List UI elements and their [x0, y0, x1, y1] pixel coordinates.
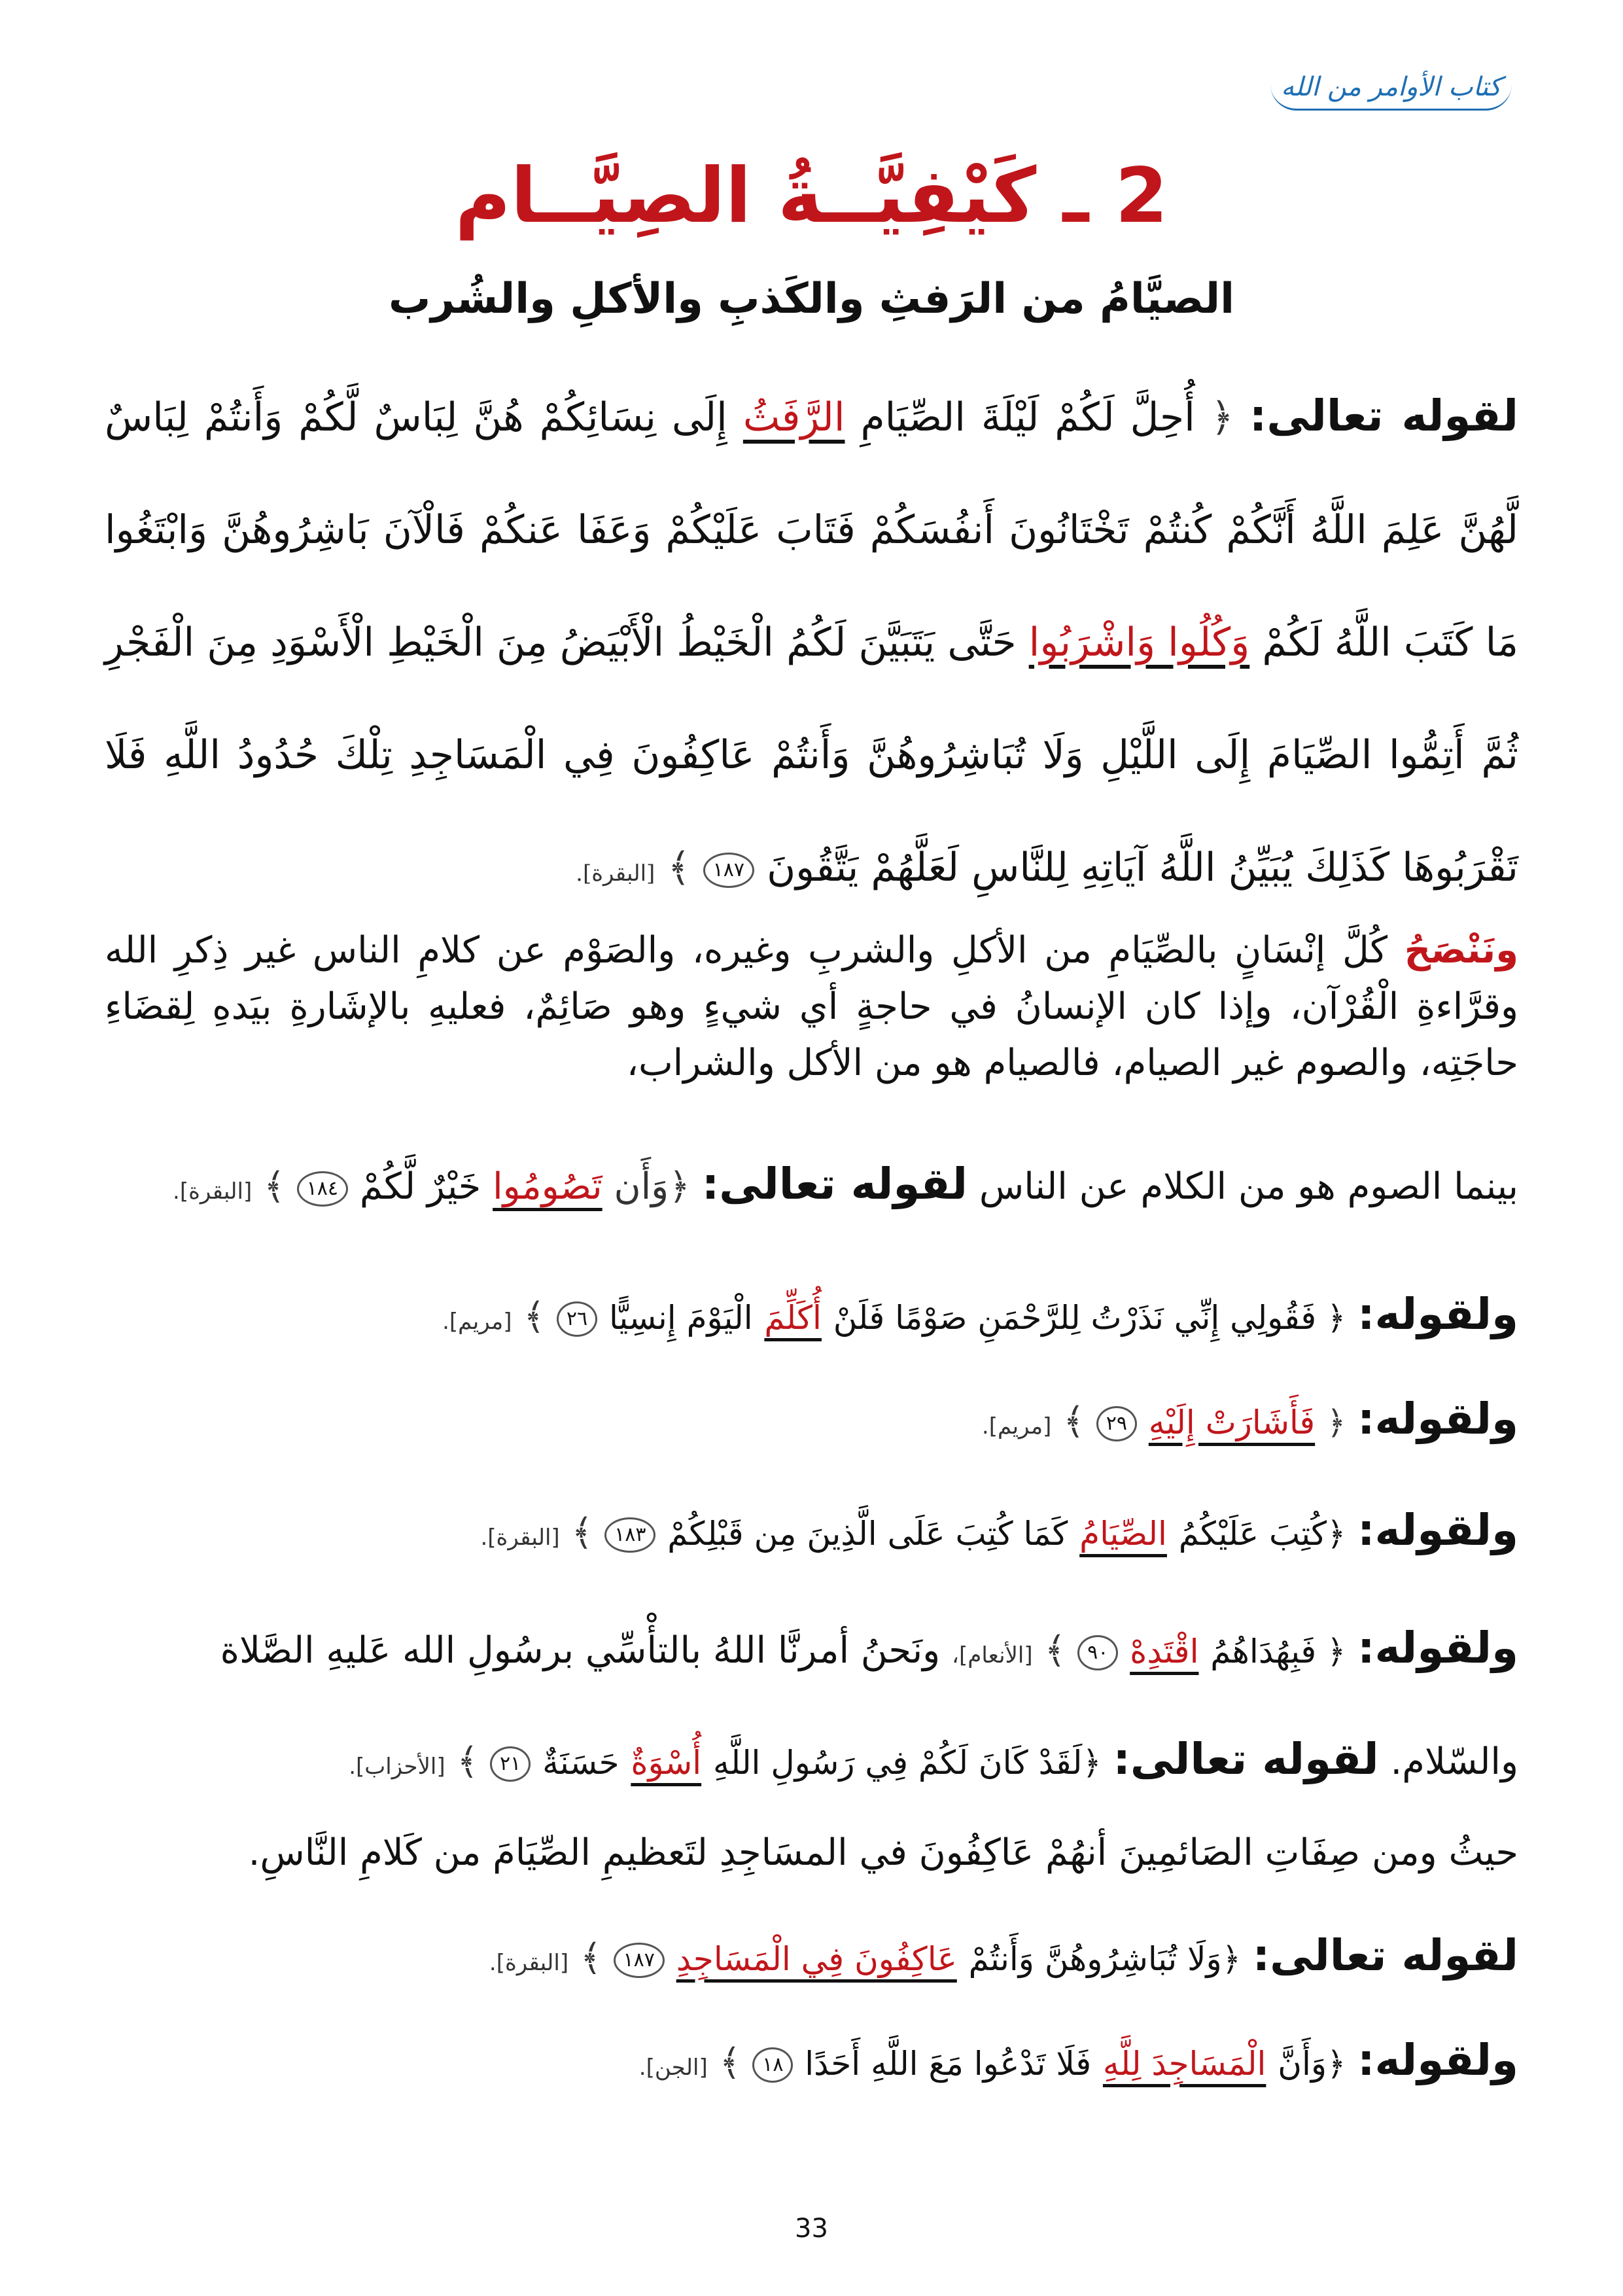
verse-anam-90 [105, 1623, 1518, 1673]
verse-text-part: ﴿لَقَدْ كَانَ لَكُمْ فِي رَسُولِ اللَّهِ [712, 1744, 1102, 1782]
ayah-number: ١٨٣ [604, 1517, 655, 1553]
surah-reference: [الأنعام]، [952, 1642, 1033, 1669]
ayah-number: ١٨٤ [297, 1171, 348, 1207]
verse-jinn-18 [105, 2035, 1518, 2085]
verse-text-part: ﴿كُتِبَ عَلَيْكُمُ [1178, 1515, 1346, 1553]
surah-reference: [البقرة]. [576, 860, 655, 887]
page [105, 0, 1518, 2296]
verse-text-part: حَتَّى يَتَبَيَّنَ لَكُمُ الْخَيْطُ الْأَبْيَضُ مِنَ الْخَيْطِ الْأَسْوَدِ مِنَ الْفَجْرِ ثُمَّ أَتِمُّوا الصِّيَامَ إِلَى اللَّيْلِ وَلَا تُبَاشِرُوهُنَّ وَأَنتُمْ عَاكِفُونَ فِي الْمَسَاجِدِ تِلْكَ حُدُودُ اللَّهِ فَلَا تَقْرَبُوهَا كَذَلِكَ يُبَيِّنُ اللَّهُ آيَاتِهِ لِلنَّاسِ لَعَلَّهُمْ يَتَّقُونَ [105, 620, 1518, 891]
surah-reference: [البقرة]. [480, 1525, 560, 1551]
verse-maryam-29 [105, 1394, 1518, 1444]
ayah-number: ٢٦ [557, 1301, 597, 1337]
verse-close-bracket: ﴾ [667, 845, 691, 891]
chapter-title-text: كَيْفِيَّــةُ الصِيَّــام [455, 152, 1037, 240]
advice-last-line [105, 1152, 1518, 1224]
verse-lead: لقوله تعالى: [1249, 391, 1519, 441]
verse-lead: ولقوله: [1357, 1394, 1518, 1444]
verse-lead: لقوله تعالى: [1113, 1734, 1379, 1784]
verse-text-part: فَلَا تَدْعُوا مَعَ اللَّهِ أَحَدًا [805, 2045, 1092, 2083]
verse-text-part: ﴿ فَبِهُدَاهُمُ [1210, 1633, 1346, 1670]
surah-reference: [الجن]. [638, 2055, 708, 2081]
surah-reference: [مريم]. [981, 1413, 1052, 1439]
verse-lead: ولقوله: [1357, 1289, 1518, 1339]
verse-lead: لقوله تعالى: [1252, 1930, 1518, 1981]
verse-close-bracket: ﴾ [264, 1165, 285, 1208]
verse-highlight: اقْتَدِهْ [1130, 1633, 1199, 1670]
following-text: ونَحنُ أمرنَّا اللهُ بالتأْسِّي برسُولِ الله عَليهِ الصَّلاة [220, 1629, 941, 1672]
surah-reference: [البقرة]. [173, 1178, 253, 1205]
verse-baqara-187 [105, 360, 1518, 930]
preceding-text: والسّلام. [1390, 1740, 1518, 1783]
verse-text-part: إِلَى نِسَائِكُمْ هُنَّ لِبَاسٌ لَّكُمْ وَأَنتُمْ لِبَاسٌ لَّهُنَّ عَلِمَ اللَّهُ أَنَّكُمْ كُنتُمْ تَخْتَانُونَ أَنفُسَكُمْ فَتَابَ عَلَيْكُمْ وَعَفَا عَنكُمْ فَالْآنَ بَاشِرُوهُنَّ وَابْتَغُوا مَا كَتَبَ اللَّهُ لَكُمْ [105, 395, 1519, 665]
verse-highlight: فَأَشَارَتْ إِلَيْهِ [1148, 1404, 1316, 1441]
verse-close-bracket: ﴾ [719, 2041, 741, 2084]
verse-text-part: الْيَوْمَ إِنسِيًّا [608, 1299, 753, 1337]
verse-close-bracket: ﴾ [523, 1296, 546, 1338]
ayah-number: ٩٠ [1077, 1635, 1118, 1670]
verse-text-part: خَيْرٌ لَّكُمْ [359, 1165, 481, 1208]
advice-last-text: بينما الصوم هو من الكلام عن الناس [979, 1165, 1518, 1208]
verse-highlight: تَصُومُوا [493, 1165, 602, 1208]
verse-highlight: الصِّيَامُ [1079, 1515, 1167, 1553]
advice-lead: ونَنْصَحُ [1404, 929, 1518, 972]
verse-text-part: ﴿وَأَن [614, 1165, 691, 1208]
chapter-number: 2 [1115, 152, 1168, 240]
ayah-number: ١٨٧ [703, 853, 754, 888]
ayah-number: ٢١ [490, 1746, 531, 1782]
verse-close-bracket: ﴾ [571, 1511, 593, 1554]
ayah-number: ١٨ [752, 2047, 793, 2083]
verse-text-part: حَسَنَةٌ [542, 1744, 620, 1782]
page-number: 33 [795, 2214, 828, 2244]
verse-open-bracket: ﴿ [1210, 395, 1234, 440]
verse-text-part: ﴿وَلَا تُبَاشِرُوهُنَّ وَأَنتُمْ [968, 1940, 1241, 1978]
verse-close-bracket: ﴾ [1063, 1400, 1085, 1443]
verse-text-part: ﴿ فَقُولِي إِنِّي نَذَرْتُ لِلرَّحْمَنِ صَوْمًا فَلَنْ [833, 1299, 1346, 1337]
verse-close-bracket: ﴾ [1044, 1629, 1066, 1672]
verse-ahzab-21 [105, 1734, 1518, 1784]
verse-highlight: وَكُلُوا وَاشْرَبُوا [1028, 620, 1250, 665]
verse-maryam-26 [105, 1289, 1518, 1339]
verse-lead: ولقوله: [1357, 2035, 1518, 2085]
section-subtitle: الصيَّامُ من الرَفثِ والكَذبِ والأكلِ والشُرب [388, 275, 1235, 323]
surah-reference: [مريم]. [442, 1309, 512, 1335]
verse-lead: ولقوله: [1357, 1623, 1518, 1673]
verse-close-bracket: ﴾ [457, 1740, 479, 1783]
verse-open-bracket: ﴿ [1327, 1404, 1346, 1441]
chapter-dash: ـ [1062, 152, 1089, 240]
surah-reference: [الأحزاب]. [349, 1754, 445, 1780]
verse-text-part: أُحِلَّ لَكُمْ لَيْلَةَ الصِّيَامِ [860, 395, 1195, 440]
verse-baqara-183 [105, 1505, 1518, 1555]
verse-lead: لقوله تعالى: [701, 1159, 968, 1209]
book-logo: كتاب الأوامر من الله [1270, 72, 1512, 111]
surah-reference: [البقرة]. [489, 1950, 569, 1976]
ayah-number: ١٨٧ [614, 1943, 665, 1978]
chapter-title [105, 150, 1518, 241]
verse-highlight: أُسْوَةٌ [631, 1744, 702, 1782]
masajid-paragraph: حيثُ ومن صِفَاتِ الصَائمِينَ أنهُمْ عَاكِفُونَ في المسَاجِدِ لتَعظيمِ الصِّيَامَ من كَلامِ النَّاسِ. [248, 1831, 1518, 1874]
advice-text: كُلَّ إنْسَانٍ بالصِّيَامِ من الأكلِ والشربِ وغيره، والصَوْم عن كلامِ الناس غير ذِكرِ الله وقرَّاءةِ الْقُرْآن، وإذا كان الإنسانُ في حاجةٍ أي شيءٍ وهو صَائِمٌ، فعليهِ بالإشَارةِ بيَدهِ لِقضَاءِ حاجَتِه، والصوم غير الصيام، فالصيام هو من الأكل والشراب، [105, 929, 1518, 1084]
ayah-number: ٢٩ [1096, 1406, 1137, 1441]
verse-highlight: عَاكِفُونَ فِي الْمَسَاجِدِ [676, 1940, 957, 1978]
verse-highlight: الرَّفَثُ [742, 395, 845, 440]
verse-baqara-187-b [105, 1930, 1518, 1981]
verse-highlight: الْمَسَاجِدَ لِلَّهِ [1102, 2045, 1266, 2083]
verse-highlight: أُكَلِّمَ [764, 1299, 822, 1337]
verse-text-part: ﴿وَأَنَّ [1278, 2045, 1346, 2083]
verse-lead: ولقوله: [1357, 1505, 1518, 1555]
advice-paragraph [105, 923, 1518, 1091]
verse-close-bracket: ﴾ [580, 1937, 602, 1979]
verse-text-part: كَمَا كُتِبَ عَلَى الَّذِينَ مِن قَبْلِكُمْ [667, 1515, 1068, 1553]
